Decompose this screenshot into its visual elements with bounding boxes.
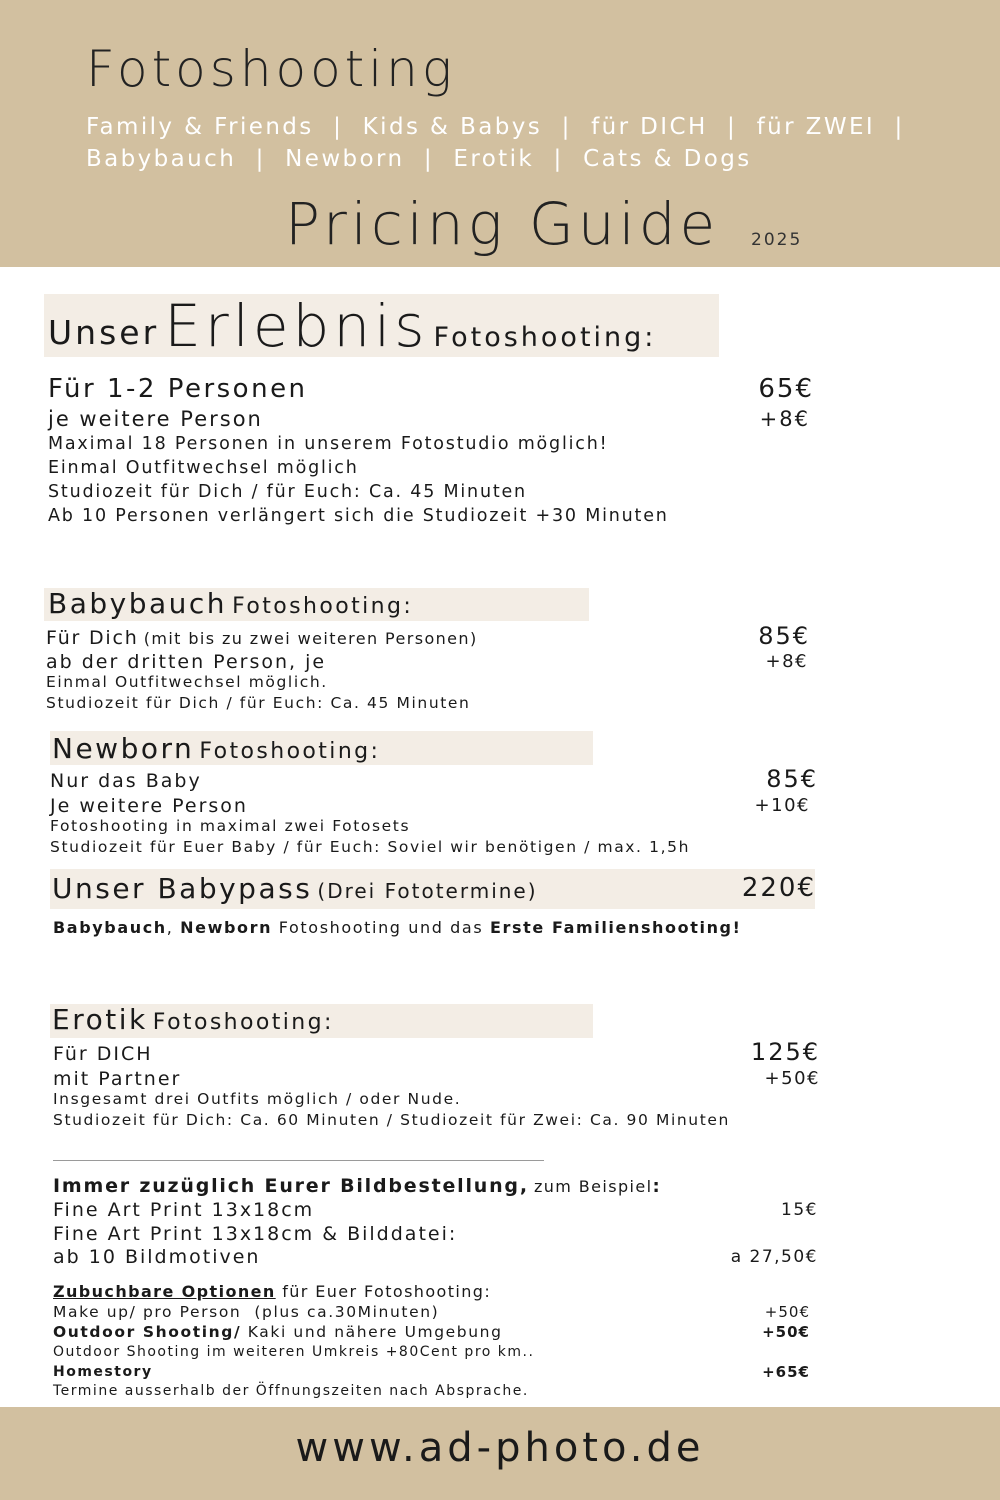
- babybauch-line-1-small: (mit bis zu zwei weiteren Personen): [143, 629, 478, 648]
- bildbestellung-item-1: Fine Art Print 13x18cm: [53, 1199, 315, 1221]
- option-makeup-price: +50€: [764, 1303, 810, 1321]
- option-outdoor-price: +50€: [762, 1323, 810, 1341]
- newborn-price-1: 85€: [766, 765, 818, 793]
- bildbestellung-heading-colon: :: [652, 1176, 660, 1197]
- babybauch-line-1-main: Für Dich: [46, 627, 139, 649]
- newborn-note-2: Studiozeit für Euer Baby / für Euch: Soviel wir benötigen / max. 1,5h: [50, 838, 690, 856]
- erotik-price-1: 125€: [750, 1038, 820, 1066]
- newborn-price-2: +10€: [754, 795, 810, 816]
- erlebnis-suffix: Fotoshooting:: [433, 322, 657, 353]
- optionen-heading-underline: Zubuchbare Optionen: [53, 1282, 276, 1301]
- pricing-guide-title: Pricing Guide: [285, 190, 720, 258]
- option-homestory: Homestory: [53, 1364, 153, 1380]
- babybauch-price-2: +8€: [765, 651, 808, 672]
- category-line-2: Babybauch | Newborn | Erotik | Cats & Dogs: [86, 146, 752, 172]
- erlebnis-note-3: Studiozeit für Dich / für Euch: Ca. 45 Minuten: [48, 482, 527, 502]
- babybauch-line-1: [46, 627, 478, 649]
- optionen-heading-rest: für Euer Fotoshooting:: [282, 1282, 492, 1301]
- erotik-line-1: Für DICH: [53, 1043, 153, 1065]
- option-outdoor-far: Outdoor Shooting im weiteren Umkreis +80Cent pro km..: [53, 1344, 535, 1360]
- option-outdoor-bold: Outdoor Shooting/: [53, 1323, 242, 1341]
- page-title: Fotoshooting: [86, 40, 456, 98]
- erotik-title: [52, 1003, 334, 1036]
- erlebnis-line-2: je weitere Person: [48, 407, 263, 431]
- category-line-1: Family & Friends | Kids & Babys | für DICH | für ZWEI |: [86, 114, 905, 140]
- erotik-note-1: Insgesamt drei Outfits möglich / oder Nude.: [53, 1090, 462, 1108]
- babypass-desc-bold-1: Babybauch: [53, 918, 167, 937]
- bildbestellung-heading-small: zum Beispiel: [533, 1177, 653, 1196]
- bildbestellung-heading: [53, 1175, 660, 1197]
- erlebnis-price-2: +8€: [759, 407, 810, 431]
- babypass-title-suffix: (Drei Fototermine): [317, 879, 538, 903]
- optionen-heading: [53, 1282, 491, 1301]
- babybauch-title-suffix: Fotoshooting:: [232, 594, 414, 619]
- bildbestellung-price-3: a 27,50€: [730, 1247, 818, 1267]
- babypass-desc-text-2: Fotoshooting und das: [272, 918, 490, 937]
- babybauch-title-word: Babybauch: [48, 587, 228, 620]
- erotik-line-2: mit Partner: [53, 1068, 182, 1090]
- erotik-title-word: Erotik: [52, 1003, 148, 1036]
- newborn-title-word: Newborn: [52, 732, 195, 765]
- erlebnis-note-1: Maximal 18 Personen in unserem Fotostudio möglich!: [48, 434, 609, 454]
- bildbestellung-heading-bold: Immer zuzüglich Eurer Bildbestellung,: [53, 1175, 529, 1197]
- babybauch-note-1: Einmal Outfitwechsel möglich.: [46, 673, 328, 691]
- option-makeup: Make up/ pro Person (plus ca.30Minuten): [53, 1303, 440, 1321]
- option-homestory-price: +65€: [762, 1363, 810, 1381]
- erlebnis-price-1: 65€: [758, 374, 814, 404]
- babypass-desc-text-1: ,: [166, 918, 181, 937]
- babypass-title-word: Unser Babypass: [52, 872, 313, 905]
- erotik-note-2: Studiozeit für Dich: Ca. 60 Minuten / Studiozeit für Zwei: Ca. 90 Minuten: [53, 1111, 730, 1129]
- babybauch-line-2: ab der dritten Person, je: [46, 651, 327, 673]
- babypass-description: [53, 918, 742, 937]
- bildbestellung-item-2: Fine Art Print 13x18cm & Bilddatei:: [53, 1223, 458, 1245]
- erotik-title-suffix: Fotoshooting:: [152, 1010, 334, 1035]
- newborn-note-1: Fotoshooting in maximal zwei Fotosets: [50, 817, 411, 835]
- newborn-line-2: Je weitere Person: [50, 795, 248, 817]
- babypass-title: [52, 872, 538, 905]
- babybauch-note-2: Studiozeit für Dich / für Euch: Ca. 45 Minuten: [46, 694, 471, 712]
- newborn-title-suffix: Fotoshooting:: [199, 739, 381, 764]
- optionen-heading-underlined: [53, 1282, 276, 1301]
- option-termine: Termine ausserhalb der Öffnungszeiten nach Absprache.: [53, 1383, 529, 1399]
- option-outdoor: [53, 1323, 503, 1341]
- erlebnis-big-word: Erlebnis: [164, 292, 429, 360]
- erotik-price-2: +50€: [764, 1068, 820, 1089]
- erlebnis-note-4: Ab 10 Personen verlängert sich die Studiozeit +30 Minuten: [48, 506, 669, 526]
- option-outdoor-rest: Kaki und nähere Umgebung: [241, 1323, 503, 1341]
- website-link[interactable]: www.ad-photo.de: [295, 1425, 705, 1471]
- babypass-price: 220€: [741, 873, 816, 903]
- erlebnis-title: [48, 292, 656, 360]
- newborn-line-1: Nur das Baby: [50, 770, 202, 792]
- erlebnis-line-1: Für 1-2 Personen: [48, 374, 308, 404]
- bildbestellung-price-1: 15€: [781, 1200, 818, 1220]
- newborn-title: [52, 732, 380, 765]
- babypass-desc-bold-2: Newborn: [180, 918, 273, 937]
- bildbestellung-item-3: ab 10 Bildmotiven: [53, 1246, 261, 1268]
- pricing-year: 2025: [751, 230, 803, 250]
- erlebnis-prefix: Unser: [48, 313, 160, 352]
- babybauch-title: [48, 587, 413, 620]
- babybauch-price-1: 85€: [758, 622, 810, 650]
- erlebnis-note-2: Einmal Outfitwechsel möglich: [48, 458, 359, 478]
- babypass-desc-bold-3: Erste Familienshooting!: [489, 918, 742, 937]
- section-divider: [53, 1160, 544, 1161]
